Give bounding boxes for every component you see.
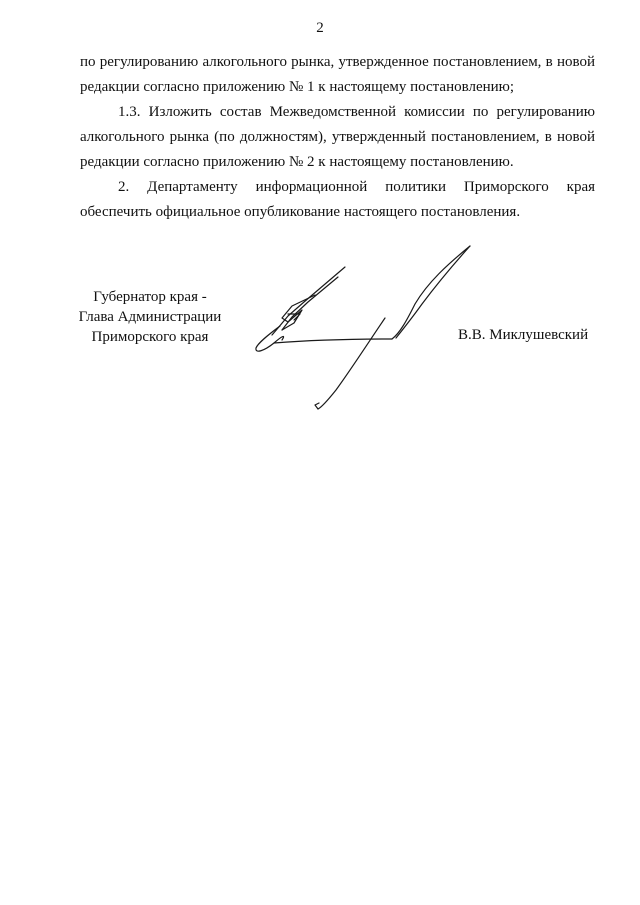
text-line: по регулированию алкогольного рынка, утвержденное постановлением, в новой — [80, 54, 595, 70]
text-line: редакции согласно приложению № 1 к настоящему постановлению; — [80, 79, 515, 95]
text-line: 2. Департаменту информационной политики Приморского края — [118, 179, 595, 195]
signatory-title — [72, 287, 228, 347]
document-body — [80, 50, 595, 225]
signatory-title-line: Приморского края — [91, 329, 209, 345]
text-line: редакции согласно приложению № 2 к настоящему постановлению. — [80, 154, 514, 170]
text-line: обеспечить официальное опубликование настоящего постановления. — [80, 204, 521, 220]
paragraph-2 — [80, 175, 595, 225]
signatory-title-line: Глава Администрации — [78, 309, 222, 325]
handwritten-signature-icon — [252, 240, 482, 415]
signatory-name: В.В. Миклушевский — [458, 327, 589, 343]
paragraph-1-3 — [80, 100, 595, 175]
page-number: 2 — [316, 20, 324, 36]
paragraph-continuation — [80, 50, 595, 100]
text-line: алкогольного рынка (по должностям), утвержденный постановлением, в новой — [80, 129, 595, 145]
signatory-title-line: Губернатор края - — [93, 289, 207, 305]
text-line: 1.3. Изложить состав Межведомственной комиссии по регулированию — [118, 104, 595, 120]
